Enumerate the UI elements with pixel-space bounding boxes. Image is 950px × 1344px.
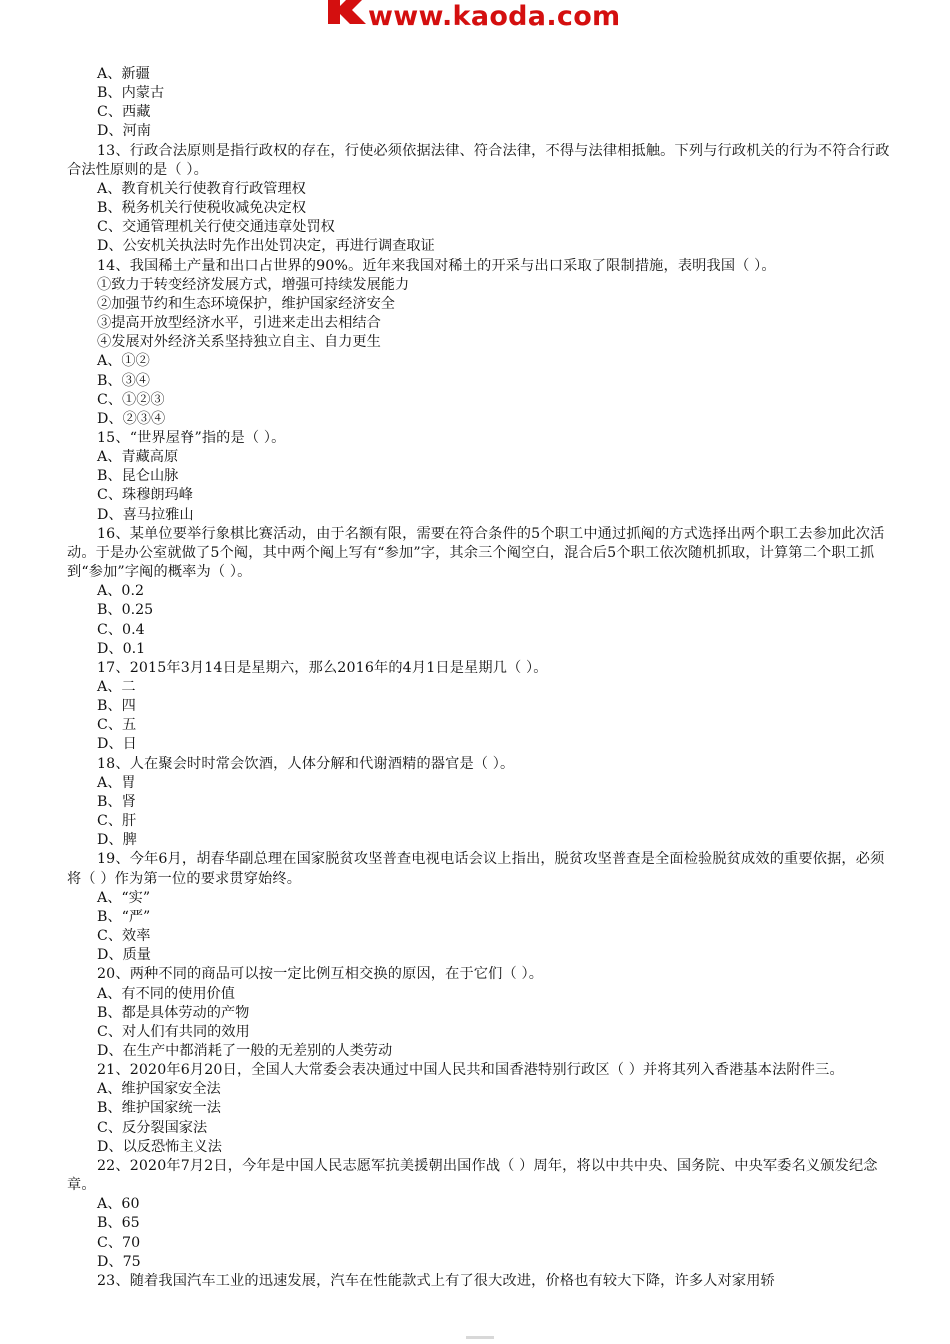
answer-option: D、日 <box>97 736 137 753</box>
answer-option: A、教育机关行使教育行政管理权 <box>97 180 306 197</box>
answer-option: B、③④ <box>97 372 150 389</box>
answer-option: A、新疆 <box>97 66 150 82</box>
answer-option: B、税务机关行使税收减免决定权 <box>97 200 307 217</box>
answer-option: D、公安机关执法时先作出处罚决定，再进行调查取证 <box>97 238 435 255</box>
question-stem: 17、2015年3月14日是星期六，那么2016年的4月1日是星期几（ ）。 <box>97 659 548 676</box>
answer-option: A、0.2 <box>97 583 144 600</box>
question-stem: 14、我国稀土产量和出口占世界的90%。近年来我国对稀土的开采与出口采取了限制措施，表明我国（ ）。 <box>97 257 776 274</box>
answer-option: A、青藏高原 <box>97 449 179 466</box>
answer-option: B、“严” <box>97 908 151 925</box>
question-stem: 16、某单位要举行象棋比赛活动，由于名额有限，需要在符合条件的5个职工中通过抓阄的方式选择出两个职工去参加此次活动。于是办公室就做了5个阄，其中两个阄上写有“参加”字，其余三个阄空白，混合后5个职工依次随机抓取，计算第二个职工抓到“参加”字阄的概率为（ ）。 <box>67 525 885 581</box>
answer-option: B、都是具体劳动的产物 <box>97 1004 250 1021</box>
statement-item: ③提高开放型经济水平，引进来走出去相结合 <box>97 315 381 332</box>
site-logo-text[interactable]: www.kaoda.com <box>368 1 621 32</box>
question-stem: 13、行政合法原则是指行政权的存在，行使必须依据法律、符合法律，不得与法律相抵触。下列与行政机关的行为不符合行政合法性原则的是（ ）。 <box>67 142 890 178</box>
answer-option: D、喜马拉雅山 <box>97 506 194 523</box>
statement-item: ①致力于转变经济发展方式，增强可持续发展能力 <box>97 276 410 293</box>
statement-item: ④发展对外经济关系坚持独立自主、自力更生 <box>97 334 381 351</box>
answer-option: A、60 <box>97 1196 140 1213</box>
question-stem: 18、人在聚会时时常会饮酒，人体分解和代谢酒精的器官是（ ）。 <box>97 755 515 772</box>
answer-option: C、0.4 <box>97 621 145 638</box>
answer-option: B、肾 <box>97 793 136 810</box>
answer-option: C、70 <box>97 1234 141 1251</box>
answer-option: B、内蒙古 <box>97 85 165 102</box>
answer-option: D、质量 <box>97 947 151 964</box>
answer-option: B、维护国家统一法 <box>97 1100 221 1117</box>
answer-option: B、昆仑山脉 <box>97 468 179 485</box>
answer-option: D、75 <box>97 1253 141 1270</box>
answer-option: A、“实” <box>97 889 151 906</box>
answer-option: A、胃 <box>97 774 136 791</box>
answer-option: C、五 <box>97 717 137 734</box>
statement-item: ②加强节约和生态环境保护，维护国家经济安全 <box>97 295 395 312</box>
answer-option: C、交通管理机关行使交通违章处罚权 <box>97 219 335 236</box>
answer-option: A、①② <box>97 353 150 370</box>
question-stem: 23、随着我国汽车工业的迅速发展，汽车在性能款式上有了很大改进，价格也有较大下降，许多人对家用轿 <box>97 1272 775 1289</box>
question-stem: 22、2020年7月2日，今年是中国人民志愿军抗美援朝出国作战（ ）周年，将以中共中央、国务院、中央军委名义颁发纪念章。 <box>67 1157 878 1194</box>
answer-option: B、65 <box>97 1215 140 1232</box>
answer-option: D、以反恐怖主义法 <box>97 1138 222 1155</box>
answer-option: A、二 <box>97 679 136 695</box>
answer-option: C、珠穆朗玛峰 <box>97 487 193 504</box>
answer-option: B、0.25 <box>97 602 154 619</box>
answer-option: C、西藏 <box>97 104 151 121</box>
answer-option: C、对人们有共同的效用 <box>97 1023 250 1040</box>
question-list <box>67 65 897 1291</box>
answer-option: D、在生产中都消耗了一般的无差别的人类劳动 <box>97 1042 393 1059</box>
answer-option: D、河南 <box>97 123 151 140</box>
page-header <box>0 0 950 36</box>
answer-option: D、脾 <box>97 832 137 849</box>
question-stem: 15、“世界屋脊”指的是（ ）。 <box>97 429 286 446</box>
question-stem: 19、今年6月，胡春华副总理在国家脱贫攻坚普查电视电话会议上指出，脱贫攻坚普查是全面检验脱贫成效的重要依据，必须将（ ）作为第一位的要求贯穿始终。 <box>67 851 885 887</box>
answer-option: A、维护国家安全法 <box>97 1081 221 1098</box>
answer-option: C、①②③ <box>97 391 165 408</box>
page-footer-divider <box>466 1336 494 1339</box>
answer-option: A、有不同的使用价值 <box>97 985 235 1002</box>
answer-option: C、反分裂国家法 <box>97 1119 208 1136</box>
answer-option: D、②③④ <box>97 410 166 427</box>
answer-option: D、0.1 <box>97 640 146 657</box>
question-stem: 21、2020年6月20日，全国人大常委会表决通过中国人民共和国香港特别行政区（ ）并将其列入香港基本法附件三。 <box>97 1062 844 1079</box>
answer-option: C、肝 <box>97 813 137 830</box>
kaoda-logo-icon <box>322 0 374 30</box>
answer-option: B、四 <box>97 698 136 715</box>
answer-option: C、效率 <box>97 928 151 945</box>
question-stem: 20、两种不同的商品可以按一定比例互相交换的原因，在于它们（ ）。 <box>97 966 544 983</box>
